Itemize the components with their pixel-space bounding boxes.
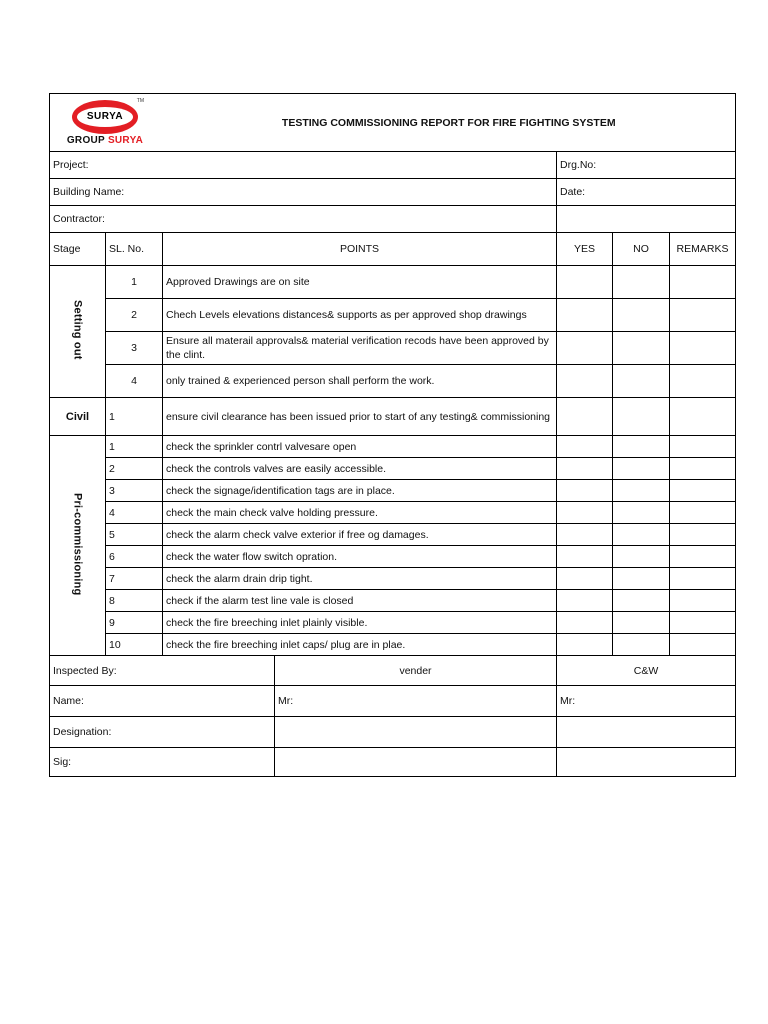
cw-sig-field[interactable] (557, 748, 736, 777)
table-row (50, 480, 736, 502)
yes-cell[interactable] (557, 398, 613, 436)
no-cell[interactable] (613, 299, 670, 332)
cw-designation-field[interactable] (557, 717, 736, 748)
table-row (50, 458, 736, 480)
point-cell: check the fire breeching inlet caps/ plug are in plae. (163, 634, 557, 656)
designation-field[interactable]: Designation: (50, 717, 275, 748)
point-cell: check the alarm drain drip tight. (163, 568, 557, 590)
logo-brand: SURYA (77, 107, 133, 127)
remarks-cell[interactable] (670, 436, 736, 458)
footer-row (50, 717, 736, 748)
sl-cell: 1 (106, 398, 163, 436)
stage-civil: Civil (50, 398, 106, 436)
date-field[interactable]: Date: (557, 179, 736, 206)
sl-cell: 9 (106, 612, 163, 634)
yes-cell[interactable] (557, 524, 613, 546)
logo-subtitle (67, 135, 143, 146)
yes-cell[interactable] (557, 590, 613, 612)
table-row (50, 502, 736, 524)
no-cell[interactable] (613, 634, 670, 656)
vender-designation-field[interactable] (275, 717, 557, 748)
point-cell: check if the alarm test line vale is closed (163, 590, 557, 612)
yes-cell[interactable] (557, 458, 613, 480)
yes-cell[interactable] (557, 546, 613, 568)
remarks-cell[interactable] (670, 365, 736, 398)
yes-cell[interactable] (557, 299, 613, 332)
remarks-cell[interactable] (670, 502, 736, 524)
remarks-cell[interactable] (670, 634, 736, 656)
yes-cell[interactable] (557, 266, 613, 299)
points-header: POINTS (163, 233, 557, 266)
yes-cell[interactable] (557, 480, 613, 502)
table-row (50, 332, 736, 365)
sl-cell: 4 (106, 502, 163, 524)
stage-pri-commissioning (50, 436, 106, 656)
logo-emblem (72, 97, 144, 134)
sl-cell: 1 (106, 436, 163, 458)
sl-cell: 6 (106, 546, 163, 568)
sl-cell: 2 (106, 458, 163, 480)
table-row (50, 590, 736, 612)
remarks-cell[interactable] (670, 398, 736, 436)
sl-cell: 5 (106, 524, 163, 546)
no-cell[interactable] (613, 365, 670, 398)
stage-label: Pri-commissioning (71, 492, 84, 596)
yes-cell[interactable] (557, 568, 613, 590)
point-cell: Ensure all materail approvals& material verification recods have been approved by the clint. (163, 332, 557, 365)
cw-name-field[interactable]: Mr: (557, 686, 736, 717)
footer-row (50, 656, 736, 686)
yes-header: YES (557, 233, 613, 266)
point-cell: check the fire breeching inlet plainly visible. (163, 612, 557, 634)
sl-cell: 8 (106, 590, 163, 612)
point-cell: check the signage/identification tags are in place. (163, 480, 557, 502)
sl-no-header: SL. No. (106, 233, 163, 266)
remarks-header: REMARKS (670, 233, 736, 266)
remarks-cell[interactable] (670, 590, 736, 612)
table-row (50, 524, 736, 546)
remarks-cell[interactable] (670, 612, 736, 634)
no-cell[interactable] (613, 480, 670, 502)
sl-cell: 1 (106, 266, 163, 299)
no-cell[interactable] (613, 590, 670, 612)
table-row (50, 398, 736, 436)
logo-trademark: TM (136, 97, 144, 104)
contractor-field[interactable]: Contractor: (50, 206, 557, 233)
logo-group-brand: SURYA (107, 134, 144, 146)
no-cell[interactable] (613, 502, 670, 524)
table-row (50, 612, 736, 634)
no-cell[interactable] (613, 568, 670, 590)
remarks-cell[interactable] (670, 299, 736, 332)
stage-label: Setting out (71, 300, 84, 360)
sl-cell: 3 (106, 332, 163, 365)
company-logo (55, 97, 155, 146)
yes-cell[interactable] (557, 634, 613, 656)
building-name-field[interactable]: Building Name: (50, 179, 557, 206)
project-field[interactable]: Project: (50, 152, 557, 179)
sig-field[interactable]: Sig: (50, 748, 275, 777)
table-row (50, 299, 736, 332)
yes-cell[interactable] (557, 332, 613, 365)
no-cell[interactable] (613, 458, 670, 480)
name-field[interactable]: Name: (50, 686, 275, 717)
point-cell: check the controls valves are easily accessible. (163, 458, 557, 480)
table-row (50, 546, 736, 568)
inspected-by-label: Inspected By: (50, 656, 275, 686)
point-cell: Chech Levels elevations distances& supports as per approved shop drawings (163, 299, 557, 332)
header-row (50, 94, 736, 152)
report-table (49, 93, 736, 777)
stage-header: Stage (50, 233, 106, 266)
yes-cell[interactable] (557, 502, 613, 524)
remarks-cell[interactable] (670, 458, 736, 480)
no-cell[interactable] (613, 436, 670, 458)
report-title: TESTING COMMISSIONING REPORT FOR FIRE FIGHTING SYSTEM (163, 94, 736, 152)
no-cell[interactable] (613, 266, 670, 299)
stage-setting-out (50, 266, 106, 398)
no-cell[interactable] (613, 524, 670, 546)
point-cell: only trained & experienced person shall perform the work. (163, 365, 557, 398)
yes-cell[interactable] (557, 365, 613, 398)
sl-cell: 2 (106, 299, 163, 332)
no-cell[interactable] (613, 612, 670, 634)
drg-no-field[interactable]: Drg.No: (557, 152, 736, 179)
remarks-cell[interactable] (670, 266, 736, 299)
yes-cell[interactable] (557, 612, 613, 634)
contractor-extra-cell[interactable] (557, 206, 736, 233)
logo-group-word: GROUP (66, 134, 105, 146)
table-row (50, 266, 736, 299)
sl-cell: 3 (106, 480, 163, 502)
point-cell: check the sprinkler contrl valvesare open (163, 436, 557, 458)
vender-label: vender (275, 656, 557, 686)
table-row (50, 634, 736, 656)
remarks-cell[interactable] (670, 546, 736, 568)
point-cell: ensure civil clearance has been issued prior to start of any testing& commissioning (163, 398, 557, 436)
table-row (50, 436, 736, 458)
table-row (50, 365, 736, 398)
sl-cell: 7 (106, 568, 163, 590)
point-cell: check the main check valve holding pressure. (163, 502, 557, 524)
point-cell: check the alarm check valve exterior if free og damages. (163, 524, 557, 546)
no-cell[interactable] (613, 546, 670, 568)
remarks-cell[interactable] (670, 524, 736, 546)
point-cell: Approved Drawings are on site (163, 266, 557, 299)
footer-row (50, 686, 736, 717)
footer-row (50, 748, 736, 777)
column-header-row (50, 233, 736, 266)
vender-sig-field[interactable] (275, 748, 557, 777)
sl-cell: 10 (106, 634, 163, 656)
cw-label: C&W (557, 656, 736, 686)
no-cell[interactable] (613, 398, 670, 436)
remarks-cell[interactable] (670, 480, 736, 502)
no-header: NO (613, 233, 670, 266)
no-cell[interactable] (613, 332, 670, 365)
remarks-cell[interactable] (670, 332, 736, 365)
vender-name-field[interactable]: Mr: (275, 686, 557, 717)
yes-cell[interactable] (557, 436, 613, 458)
sl-cell: 4 (106, 365, 163, 398)
logo-cell (50, 94, 163, 152)
remarks-cell[interactable] (670, 568, 736, 590)
point-cell: check the water flow switch opration. (163, 546, 557, 568)
table-row (50, 568, 736, 590)
